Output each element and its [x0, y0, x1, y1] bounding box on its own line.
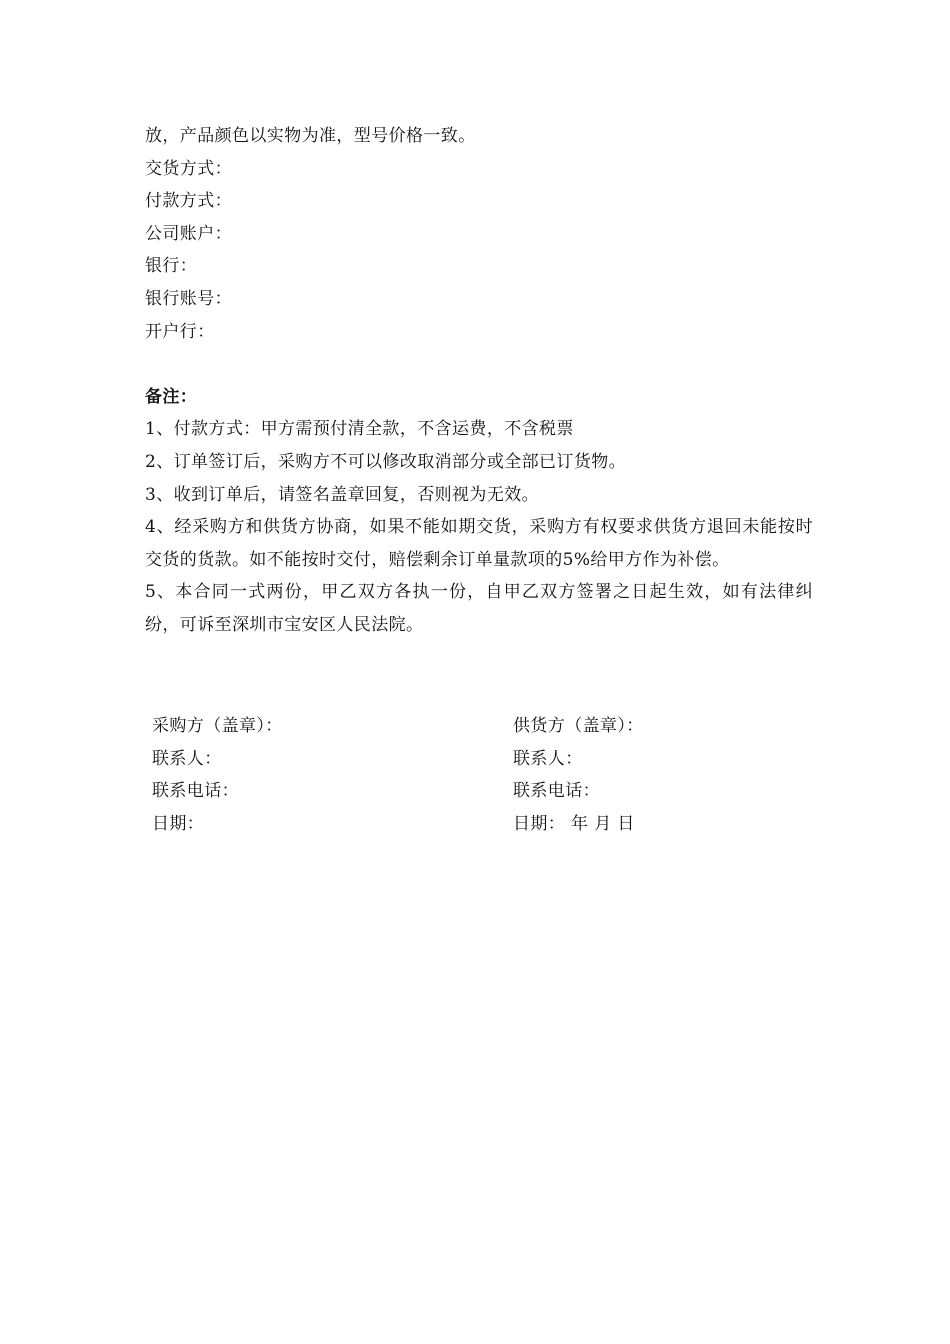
supplier-date-label: 日期： 年 月 日: [513, 813, 635, 834]
terms-continuation: 放，产品颜色以实物为准，型号价格一致。: [145, 126, 476, 146]
buyer-signature-column: [152, 710, 452, 840]
signature-block: [152, 710, 712, 845]
buyer-contact-label: 联系人：: [152, 748, 222, 769]
supplier-signature-column: [513, 710, 813, 840]
buyer-date-label: 日期：: [152, 813, 205, 834]
buyer-seal-label: 采购方（盖章）：: [152, 716, 283, 736]
supplier-seal-label: 供货方（盖章）：: [513, 716, 644, 736]
payment-method-label: 付款方式：: [145, 191, 232, 212]
supplier-phone-label: 联系电话：: [513, 781, 600, 802]
company-account-label: 公司账户：: [145, 223, 232, 244]
bank-label: 银行：: [145, 256, 198, 277]
note-item-4: 4、经采购方和供货方协商，如果不能如期交货，采购方有权要求供货方退回未能按时交货的货款。如不能按时交付，赔偿剩余订单量款项的5%给甲方作为补偿。: [145, 517, 813, 570]
supplier-contact-label: 联系人：: [513, 748, 583, 769]
note-item-2: 2、订单签订后，采购方不可以修改取消部分或全部已订货物。: [145, 451, 627, 472]
note-item-1: 1、付款方式：甲方需预付清全款，不含运费，不含税票: [145, 419, 574, 440]
bank-account-number-label: 银行账号：: [145, 288, 232, 309]
contract-body: [145, 120, 813, 642]
buyer-phone-label: 联系电话：: [152, 781, 239, 802]
opening-bank-label: 开户行：: [145, 321, 215, 342]
notes-heading: 备注：: [145, 386, 198, 407]
note-item-5: 5、本合同一式两份，甲乙双方各执一份，自甲乙双方签署之日起生效，如有法律纠纷，可诉至深圳市宝安区人民法院。: [145, 582, 813, 635]
note-item-3: 3、收到订单后，请签名盖章回复，否则视为无效。: [145, 484, 540, 505]
section-spacer: [145, 348, 813, 381]
delivery-method-label: 交货方式：: [145, 158, 232, 179]
